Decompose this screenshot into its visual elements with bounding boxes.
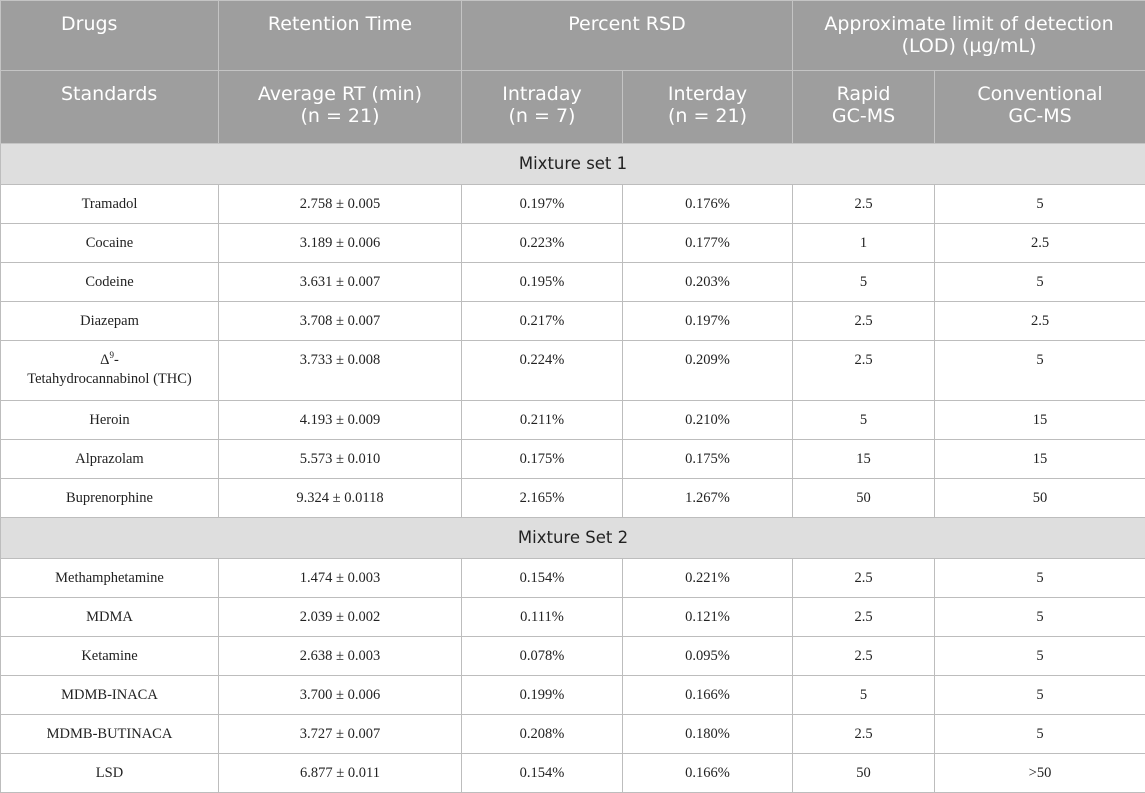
- header-retention-time: Retention Time: [219, 1, 462, 71]
- header-average-rt-line2: (n = 21): [227, 105, 453, 127]
- cell-rt: 1.474 ± 0.003: [219, 559, 462, 598]
- cell-rt: 3.727 ± 0.007: [219, 715, 462, 754]
- cell-conv-lod: 5: [935, 263, 1145, 302]
- cell-rapid-lod: 2.5: [793, 598, 935, 637]
- cell-rt: 2.638 ± 0.003: [219, 637, 462, 676]
- cell-interday: 0.095%: [623, 637, 793, 676]
- header-lod-line1: Approximate limit of detection: [801, 13, 1137, 35]
- cell-rapid-lod: 2.5: [793, 637, 935, 676]
- cell-conv-lod: 5: [935, 559, 1145, 598]
- table-row: [1, 676, 1145, 715]
- cell-conv-lod: 50: [935, 479, 1145, 518]
- header-intraday-line2: (n = 7): [470, 105, 614, 127]
- cell-drug: Cocaine: [1, 224, 219, 263]
- cell-intraday: 0.211%: [462, 401, 623, 440]
- table-row: [1, 401, 1145, 440]
- cell-rapid-lod: 1: [793, 224, 935, 263]
- header-conventional-gcms: [935, 71, 1145, 144]
- header-intraday: [462, 71, 623, 144]
- cell-rapid-lod: 50: [793, 754, 935, 793]
- cell-drug: Methamphetamine: [1, 559, 219, 598]
- cell-intraday: 0.195%: [462, 263, 623, 302]
- cell-intraday: 0.078%: [462, 637, 623, 676]
- cell-conv-lod: 5: [935, 715, 1145, 754]
- header-rapid-line1: Rapid: [801, 83, 926, 105]
- cell-intraday: 0.154%: [462, 559, 623, 598]
- table-row: [1, 341, 1145, 401]
- cell-rapid-lod: 2.5: [793, 302, 935, 341]
- table-row: [1, 715, 1145, 754]
- cell-drug: Diazepam: [1, 302, 219, 341]
- header-conv-line1: Conventional: [943, 83, 1137, 105]
- cell-rt: 3.631 ± 0.007: [219, 263, 462, 302]
- cell-drug: [1, 341, 219, 401]
- cell-interday: 0.166%: [623, 754, 793, 793]
- cell-interday: 0.221%: [623, 559, 793, 598]
- drug-superscript: 9: [109, 350, 114, 360]
- cell-intraday: 0.199%: [462, 676, 623, 715]
- cell-rt: 6.877 ± 0.011: [219, 754, 462, 793]
- table-row: [1, 440, 1145, 479]
- cell-conv-lod: 5: [935, 637, 1145, 676]
- cell-intraday: 0.175%: [462, 440, 623, 479]
- table-row: [1, 185, 1145, 224]
- cell-interday: 0.166%: [623, 676, 793, 715]
- cell-rt: 4.193 ± 0.009: [219, 401, 462, 440]
- header-interday-line2: (n = 21): [631, 105, 784, 127]
- cell-drug: MDMB-INACA: [1, 676, 219, 715]
- cell-rt: 5.573 ± 0.010: [219, 440, 462, 479]
- table-row: [1, 302, 1145, 341]
- cell-conv-lod: 15: [935, 440, 1145, 479]
- cell-conv-lod: 2.5: [935, 302, 1145, 341]
- cell-rapid-lod: 2.5: [793, 715, 935, 754]
- cell-interday: 0.209%: [623, 341, 793, 401]
- cell-rt: 3.733 ± 0.008: [219, 341, 462, 401]
- cell-interday: 0.177%: [623, 224, 793, 263]
- header-lod-line2: (LOD) (µg/mL): [801, 35, 1137, 57]
- cell-intraday: 0.111%: [462, 598, 623, 637]
- table-row: [1, 479, 1145, 518]
- header-average-rt-line1: Average RT (min): [227, 83, 453, 105]
- cell-drug: MDMB-BUTINACA: [1, 715, 219, 754]
- table-row: [1, 224, 1145, 263]
- header-interday: [623, 71, 793, 144]
- header-rapid-gcms: [793, 71, 935, 144]
- cell-drug: Ketamine: [1, 637, 219, 676]
- cell-rapid-lod: 50: [793, 479, 935, 518]
- cell-rapid-lod: 5: [793, 676, 935, 715]
- cell-interday: 0.203%: [623, 263, 793, 302]
- cell-interday: 1.267%: [623, 479, 793, 518]
- cell-drug: Codeine: [1, 263, 219, 302]
- cell-intraday: 0.208%: [462, 715, 623, 754]
- cell-rt: 2.039 ± 0.002: [219, 598, 462, 637]
- cell-rt: 3.708 ± 0.007: [219, 302, 462, 341]
- group-title-set2: Mixture Set 2: [1, 518, 1145, 559]
- table-header: [1, 1, 1145, 144]
- cell-rt: 3.189 ± 0.006: [219, 224, 462, 263]
- cell-intraday: 0.217%: [462, 302, 623, 341]
- header-standards: Standards: [1, 71, 219, 144]
- cell-intraday: 0.154%: [462, 754, 623, 793]
- cell-intraday: 0.197%: [462, 185, 623, 224]
- cell-rapid-lod: 5: [793, 401, 935, 440]
- cell-conv-lod: 5: [935, 185, 1145, 224]
- header-average-rt: [219, 71, 462, 144]
- cell-conv-lod: 5: [935, 676, 1145, 715]
- table-row: [1, 263, 1145, 302]
- cell-interday: 0.176%: [623, 185, 793, 224]
- header-row-2: [1, 71, 1145, 144]
- cell-rapid-lod: 5: [793, 263, 935, 302]
- cell-rt: 3.700 ± 0.006: [219, 676, 462, 715]
- cell-interday: 0.197%: [623, 302, 793, 341]
- cell-interday: 0.180%: [623, 715, 793, 754]
- cell-drug: Alprazolam: [1, 440, 219, 479]
- table-row: [1, 754, 1145, 793]
- cell-intraday: 2.165%: [462, 479, 623, 518]
- group-title-set1: Mixture set 1: [1, 144, 1145, 185]
- header-drugs: Drugs: [1, 1, 219, 71]
- cell-rapid-lod: 2.5: [793, 559, 935, 598]
- header-intraday-line1: Intraday: [470, 83, 614, 105]
- header-row-1: [1, 1, 1145, 71]
- table-row: [1, 598, 1145, 637]
- table-row: [1, 559, 1145, 598]
- cell-interday: 0.175%: [623, 440, 793, 479]
- cell-rapid-lod: 2.5: [793, 185, 935, 224]
- cell-drug: LSD: [1, 754, 219, 793]
- header-conv-line2: GC-MS: [943, 105, 1137, 127]
- cell-drug: Tramadol: [1, 185, 219, 224]
- cell-drug: Buprenorphine: [1, 479, 219, 518]
- header-percent-rsd: Percent RSD: [462, 1, 793, 71]
- cell-conv-lod: 5: [935, 341, 1145, 401]
- cell-conv-lod: >50: [935, 754, 1145, 793]
- cell-drug: Heroin: [1, 401, 219, 440]
- cell-intraday: 0.223%: [462, 224, 623, 263]
- cell-rt: 2.758 ± 0.005: [219, 185, 462, 224]
- table-body: [1, 144, 1145, 793]
- cell-intraday: 0.224%: [462, 341, 623, 401]
- cell-interday: 0.210%: [623, 401, 793, 440]
- drug-name-line2: Tetahydrocannabinol (THC): [7, 370, 212, 389]
- drug-hyphen: -: [114, 352, 119, 368]
- drug-delta-symbol: Δ: [100, 352, 109, 368]
- cell-interday: 0.121%: [623, 598, 793, 637]
- cell-conv-lod: 2.5: [935, 224, 1145, 263]
- cell-conv-lod: 15: [935, 401, 1145, 440]
- cell-rapid-lod: 2.5: [793, 341, 935, 401]
- cell-conv-lod: 5: [935, 598, 1145, 637]
- group-row-set1: [1, 144, 1145, 185]
- cell-rt: 9.324 ± 0.0118: [219, 479, 462, 518]
- header-lod: [793, 1, 1145, 71]
- cell-drug: MDMA: [1, 598, 219, 637]
- table-row: [1, 637, 1145, 676]
- cell-rapid-lod: 15: [793, 440, 935, 479]
- header-rapid-line2: GC-MS: [801, 105, 926, 127]
- group-row-set2: [1, 518, 1145, 559]
- header-interday-line1: Interday: [631, 83, 784, 105]
